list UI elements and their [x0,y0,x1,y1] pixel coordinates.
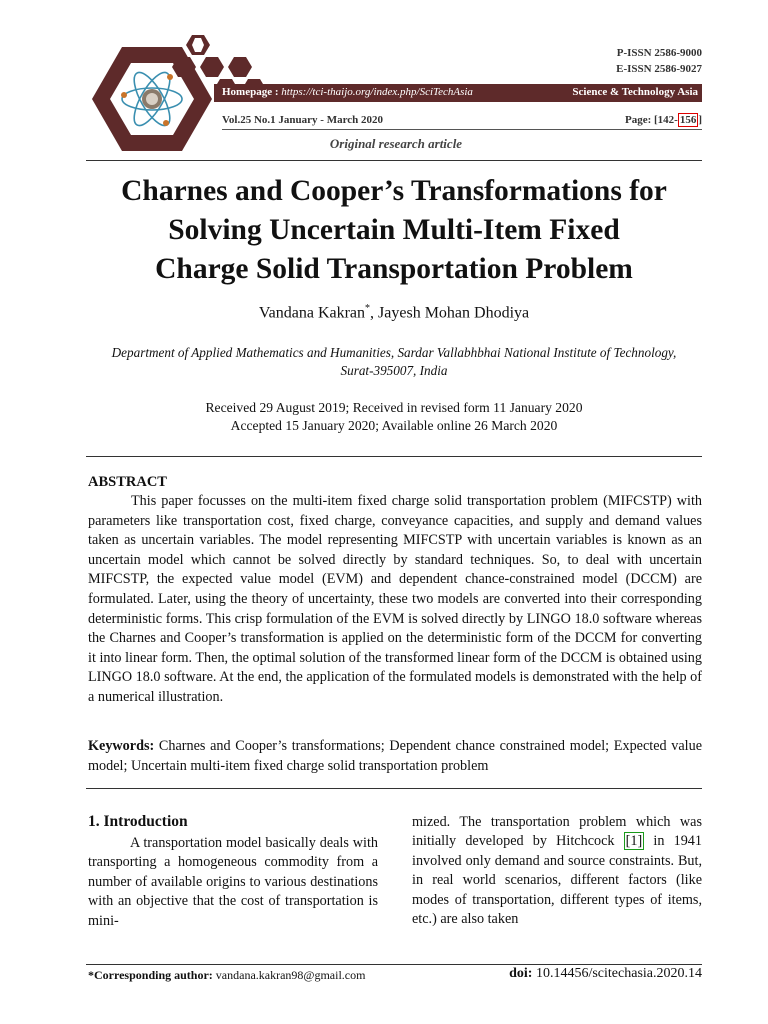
dates-received: Received 29 August 2019; Received in revised form 11 January 2020 [205,400,583,415]
section-heading: 1. Introduction [88,813,188,830]
footer-divider [86,964,702,965]
title-line: Charnes and Cooper’s Transformations for [121,175,667,207]
corresponding-mark: * [365,303,371,314]
abstract-heading: ABSTRACT [88,474,167,490]
homepage-label: Homepage : [222,86,279,98]
keywords-divider [86,788,702,789]
doi-label: doi: [509,966,533,981]
article-type: Original research article [329,136,463,151]
citation-link[interactable]: [1] [625,833,643,850]
page-range [625,114,702,126]
top-divider [86,160,702,161]
abstract-text: This paper focusses on the multi-item fixed charge solid transportation problem (MIFCSTP) with parameters like transportation cost, fixed charge, conveyance capacities, and supply and demand values taken as uncertain variables. The model representing MIFCSTP with uncertain variables is known as an uncertain model which cannot be solved directly by standard techniques. So, to deal with uncertain MIFCSTP, the expected value model (EVM) and dependent chance-constrained model (DCCM) are formulated. Later, using the theory of uncertainty, these two models are converted into their corresponding deterministic forms. This crisp formulation of the EVM is solved directly by LINGO 18.0 software whereas the Charnes and Cooper’s transformation is applied on the deterministic form of the DCCM for converting it into linear form. Then, the optimal solution of the transformed linear form of the DCCM is obtained using LINGO 18.0 software. At the end, the application of the formulated models is demonstrated with the help of a numerical illustration. [88,493,702,705]
intro-text: mized. The transportation problem which was initially developed by Hitchcock [412,814,702,850]
journal-name: Science & Technology Asia [572,86,698,98]
corr-label: *Corresponding author: [88,968,213,982]
homepage-bar [214,84,702,102]
intro-column-right [412,813,702,929]
keywords-text: Charnes and Cooper’s transformations; Dependent chance constrained model; Expected value model; Uncertain multi-item fixed charge solid transportation problem [88,738,703,774]
homepage-line [222,86,473,98]
page-label: Page: [142- [624,114,678,126]
doi [509,966,702,982]
keywords-label: Keywords: [88,738,155,754]
abstract-divider [86,456,702,457]
page-end-link[interactable]: 156 [679,114,697,126]
corr-email[interactable]: vandana.kakran98@gmail.com [215,968,366,982]
title-line: Solving Uncertain Multi-Item Fixed [168,214,620,246]
corresponding-author [88,968,365,983]
dates-accepted: Accepted 15 January 2020; Available online 26 March 2020 [230,418,558,433]
paper-title [86,172,702,289]
author-rest: , Jayesh Mohan Dhodiya [370,304,530,322]
header-divider [222,129,702,130]
title-line: Charge Solid Transportation Problem [155,253,633,285]
intro-text: in 1941 involved only demand and source constraints. But, in real world scenarios, different factors (like modes of transportation, different types of items, etc.) are also taken [412,833,702,928]
affiliation: Department of Applied Mathematics and Humanities, Sardar Vallabhbhai National Institute of Technology, Surat-395007, India [111,345,677,378]
intro-column-left: A transportation model basically deals with transporting a homogeneous commodity from a number of available origins to various destinations with an objective that the cost of transportation is mini- [88,835,378,929]
author-first: Vandana Kakran [258,304,366,322]
p-issn: P-ISSN 2586-9000 [616,47,702,59]
homepage-link[interactable]: https://tci-thaijo.org/index.php/SciTechAsia [281,86,473,98]
article-dates [86,399,702,435]
keywords [88,737,702,776]
e-issn: E-ISSN 2586-9027 [616,63,702,75]
volume-info: Vol.25 No.1 January - March 2020 [222,114,384,126]
author-list [86,303,702,322]
volume-line [222,114,702,126]
page-close: ] [698,114,702,126]
doi-value[interactable]: 10.14456/scitechasia.2020.14 [535,966,702,981]
